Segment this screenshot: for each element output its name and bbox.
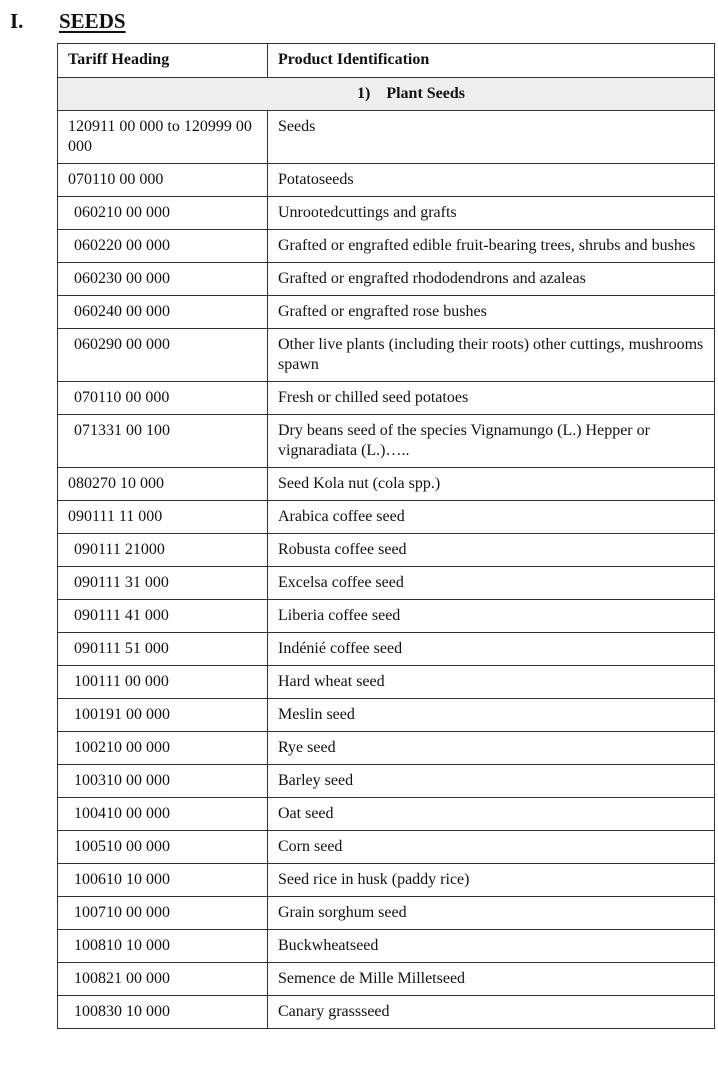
tariff-code-cell (58, 996, 268, 1029)
table-row (58, 864, 715, 897)
table-row (58, 732, 715, 765)
tariff-code: 100310 00 000 (74, 772, 170, 789)
product-identification-cell: Indénié coffee seed (268, 633, 715, 666)
tariff-code-cell (58, 296, 268, 329)
subsection-row (58, 78, 715, 111)
tariff-code: 100610 10 000 (74, 871, 170, 888)
tariff-code-cell (58, 534, 268, 567)
tariff-code: 060290 00 000 (74, 336, 170, 353)
table-row (58, 798, 715, 831)
tariff-code-cell (58, 197, 268, 230)
tariff-code: 100410 00 000 (74, 805, 170, 822)
table-row (58, 501, 715, 534)
tariff-code: 080270 10 000 (68, 475, 164, 492)
tariff-code-cell (58, 230, 268, 263)
tariff-code-cell (58, 164, 268, 197)
tariff-code-cell (58, 382, 268, 415)
product-identification-cell: Unrootedcuttings and grafts (268, 197, 715, 230)
product-identification-cell: Seeds (268, 111, 715, 164)
tariff-code-cell (58, 963, 268, 996)
tariff-code: 090111 51 000 (74, 640, 169, 657)
table-row (58, 831, 715, 864)
table-row (58, 263, 715, 296)
tariff-code-cell (58, 329, 268, 382)
product-identification-cell: Seed Kola nut (cola spp.) (268, 468, 715, 501)
tariff-code: 060210 00 000 (74, 204, 170, 221)
tariff-code-cell (58, 666, 268, 699)
tariff-code-cell (58, 633, 268, 666)
product-identification-cell: Robusta coffee seed (268, 534, 715, 567)
table-row (58, 897, 715, 930)
table-row (58, 415, 715, 468)
tariff-code: 071331 00 100 (74, 422, 170, 439)
product-identification-cell: Dry beans seed of the species Vignamungo (L.) Hepper or vignaradiata (L.)….. (268, 415, 715, 468)
tariff-code-cell (58, 930, 268, 963)
table-row (58, 765, 715, 798)
table-row (58, 699, 715, 732)
tariff-code-cell (58, 864, 268, 897)
product-identification-cell: Meslin seed (268, 699, 715, 732)
table-row (58, 996, 715, 1029)
product-identification-cell: Barley seed (268, 765, 715, 798)
table-row (58, 329, 715, 382)
table-row (58, 230, 715, 263)
tariff-code-cell (58, 798, 268, 831)
tariff-code-cell (58, 501, 268, 534)
tariff-code: 100830 10 000 (74, 1003, 170, 1020)
section-title: SEEDS (59, 9, 126, 33)
product-identification-cell: Buckwheatseed (268, 930, 715, 963)
product-identification-cell: Grafted or engrafted rose bushes (268, 296, 715, 329)
tariff-code: 090111 21000 (74, 541, 165, 558)
tariff-code: 100821 00 000 (74, 970, 170, 987)
table-row (58, 666, 715, 699)
subsection-cell (58, 78, 715, 111)
tariff-code-cell (58, 897, 268, 930)
tariff-code: 100210 00 000 (74, 739, 170, 756)
section-number: I. (10, 9, 24, 33)
tariff-code: 060230 00 000 (74, 270, 170, 287)
product-identification-cell: Grafted or engrafted rhododendrons and azaleas (268, 263, 715, 296)
product-identification-cell: Hard wheat seed (268, 666, 715, 699)
product-identification-cell: Other live plants (including their roots) other cuttings, mushrooms spawn (268, 329, 715, 382)
table-row (58, 534, 715, 567)
tariff-code: 100810 10 000 (74, 937, 170, 954)
product-identification-cell: Excelsa coffee seed (268, 567, 715, 600)
tariff-code-cell (58, 415, 268, 468)
product-identification-cell: Fresh or chilled seed potatoes (268, 382, 715, 415)
tariff-code-cell (58, 765, 268, 798)
tariff-table (57, 43, 715, 1029)
tariff-code: 070110 00 000 (74, 389, 170, 406)
table-row (58, 164, 715, 197)
table-row (58, 930, 715, 963)
tariff-code-cell (58, 699, 268, 732)
tariff-code: 090111 11 000 (68, 508, 163, 525)
product-identification-cell: Potatoseeds (268, 164, 715, 197)
product-identification-cell: Grain sorghum seed (268, 897, 715, 930)
table-row (58, 633, 715, 666)
table-row (58, 382, 715, 415)
table-row (58, 197, 715, 230)
table-row (58, 296, 715, 329)
product-identification-cell: Arabica coffee seed (268, 501, 715, 534)
tariff-code: 100191 00 000 (74, 706, 170, 723)
product-identification-cell: Corn seed (268, 831, 715, 864)
product-identification-cell: Liberia coffee seed (268, 600, 715, 633)
table-header-row (58, 44, 715, 78)
tariff-code: 060240 00 000 (74, 303, 170, 320)
product-identification-cell: Oat seed (268, 798, 715, 831)
tariff-code: 060220 00 000 (74, 237, 170, 254)
subsection-number: 1) (357, 85, 371, 102)
product-identification-cell: Seed rice in husk (paddy rice) (268, 864, 715, 897)
table-row (58, 468, 715, 501)
subsection-title: Plant Seeds (386, 85, 465, 102)
tariff-code: 120911 00 000 to 120999 00 000 (68, 118, 252, 155)
tariff-code: 100710 00 000 (74, 904, 170, 921)
tariff-code-cell (58, 111, 268, 164)
table-row (58, 600, 715, 633)
product-identification-cell: Canary grassseed (268, 996, 715, 1029)
table-row (58, 111, 715, 164)
header-tariff-heading: Tariff Heading (58, 44, 268, 78)
header-product-identification: Product Identification (268, 44, 715, 78)
table-row (58, 567, 715, 600)
table-row (58, 963, 715, 996)
product-identification-cell: Rye seed (268, 732, 715, 765)
tariff-code: 100510 00 000 (74, 838, 170, 855)
tariff-code: 090111 41 000 (74, 607, 169, 624)
tariff-code-cell (58, 567, 268, 600)
tariff-code-cell (58, 600, 268, 633)
tariff-code: 100111 00 000 (74, 673, 169, 690)
tariff-code: 090111 31 000 (74, 574, 169, 591)
product-identification-cell: Grafted or engrafted edible fruit-bearing trees, shrubs and bushes (268, 230, 715, 263)
tariff-code-cell (58, 263, 268, 296)
product-identification-cell: Semence de Mille Milletseed (268, 963, 715, 996)
tariff-code-cell (58, 468, 268, 501)
tariff-code-cell (58, 831, 268, 864)
tariff-code-cell (58, 732, 268, 765)
tariff-code: 070110 00 000 (68, 171, 164, 188)
